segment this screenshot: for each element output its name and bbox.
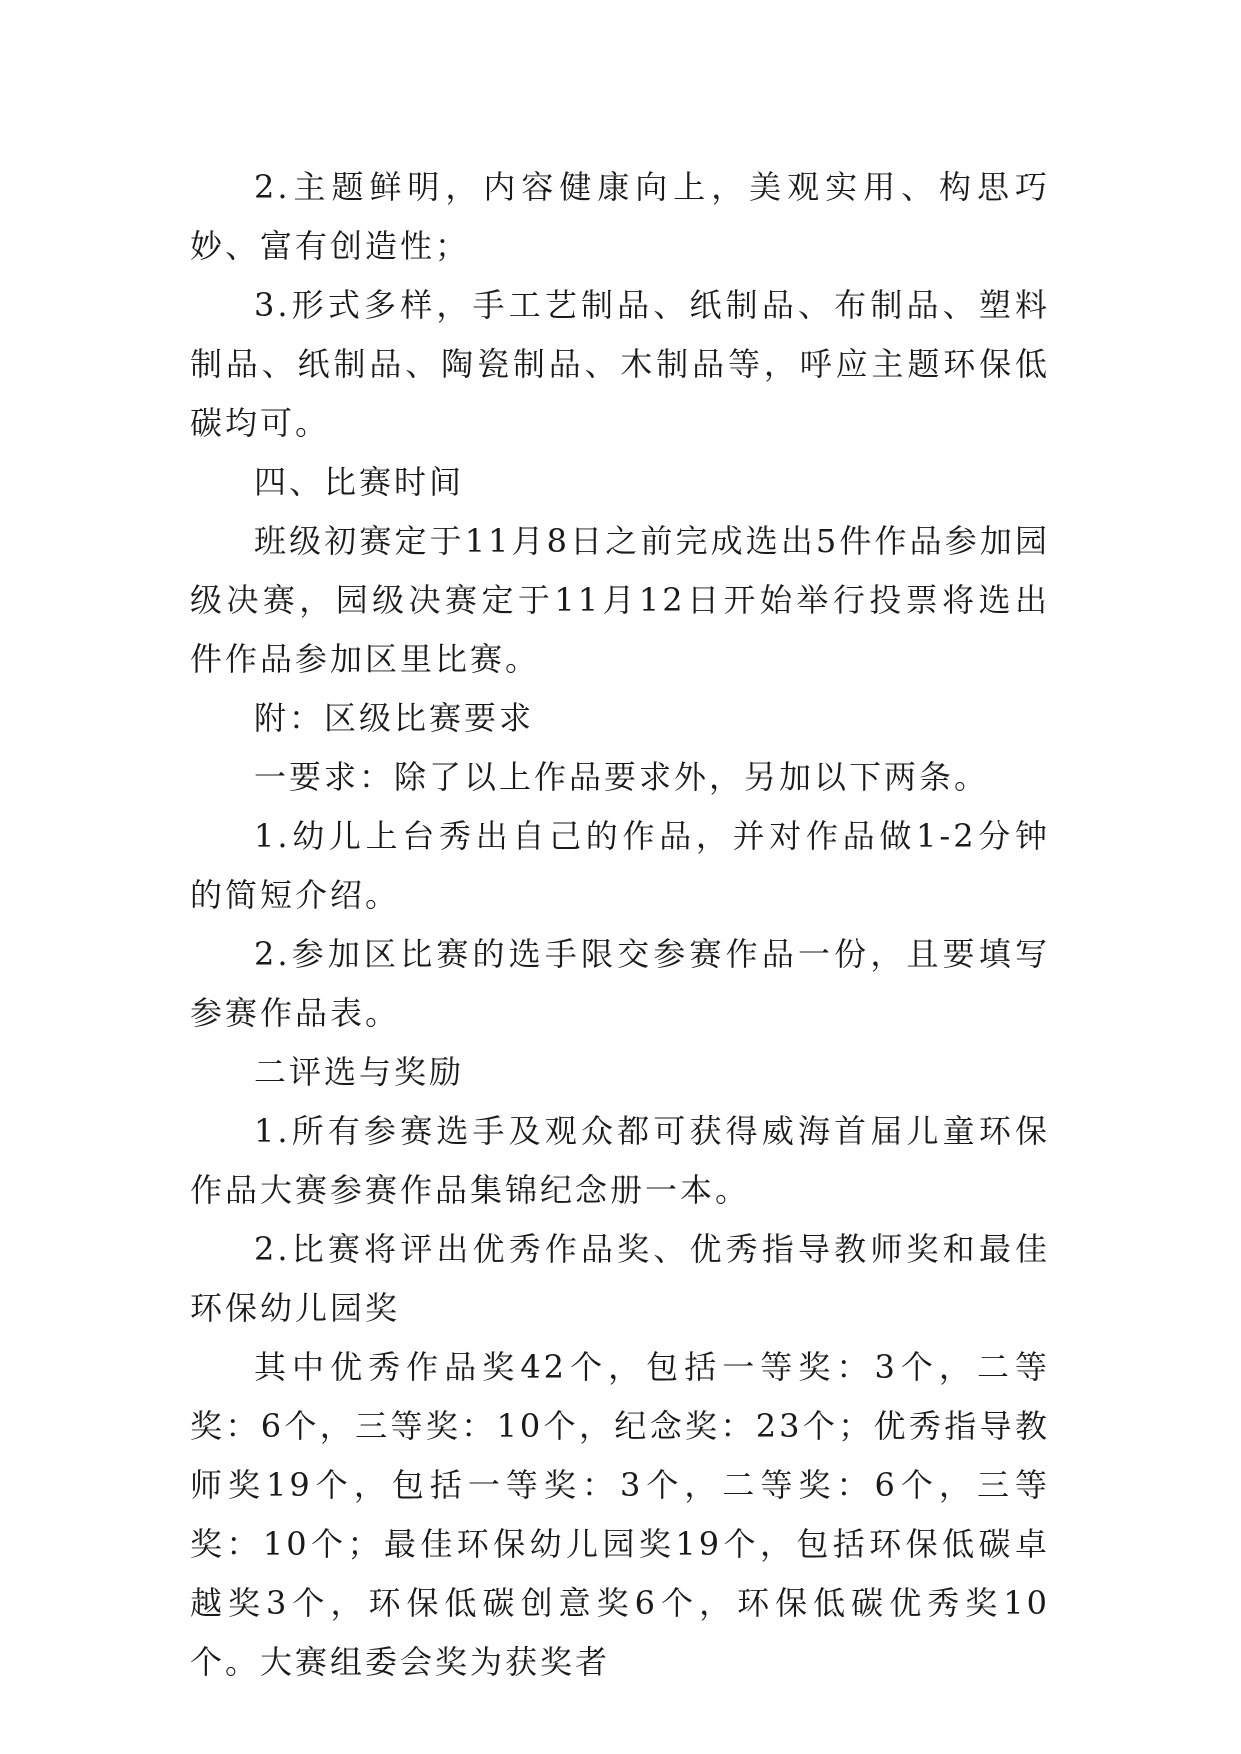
paragraph-competition-schedule: 班级初赛定于11月8日之前完成选出5件作品参加园级决赛，园级决赛定于11月12日开始举行投票将选出件作品参加区里比赛。 xyxy=(190,522,1050,678)
paragraph-requirement-2: 2.主题鲜明，内容健康向上，美观实用、构思巧妙、富有创造性； xyxy=(190,168,1050,265)
section-heading-selection-awards: 二评选与奖励 xyxy=(254,1053,465,1091)
section-heading-competition-time: 四、比赛时间 xyxy=(254,463,465,501)
paragraph-requirement-3: 3.形式多样，手工艺制品、纸制品、布制品、塑料制品、纸制品、陶瓷制品、木制品等，呼应主题环保低碳均可。 xyxy=(190,286,1050,442)
paragraph-award-details: 其中优秀作品奖42个，包括一等奖：3个，二等奖：6个，三等奖：10个，纪念奖：23个；优秀指导教师奖19个，包括一等奖：3个，二等奖：6个，三等奖：10个；最佳环保幼儿园奖19个，包括环保低碳卓越奖3个，环保低碳创意奖6个，环保低碳优秀奖10个。大赛组委会奖为获奖者 xyxy=(190,1348,1050,1681)
paragraph-district-requirement-2: 2.参加区比赛的选手限交参赛作品一份，且要填写参赛作品表。 xyxy=(190,935,1050,1032)
paragraph-extra-requirements: 一要求：除了以上作品要求外，另加以下两条。 xyxy=(254,758,990,796)
paragraph-district-requirement-1: 1.幼儿上台秀出自己的作品，并对作品做1-2分钟的简短介绍。 xyxy=(190,817,1050,914)
paragraph-award-2: 2.比赛将评出优秀作品奖、优秀指导教师奖和最佳环保幼儿园奖 xyxy=(190,1230,1050,1327)
paragraph-award-1: 1.所有参赛选手及观众都可获得威海首届儿童环保作品大赛参赛作品集锦纪念册一本。 xyxy=(190,1112,1050,1209)
document-body xyxy=(190,158,1050,1692)
appendix-heading: 附：区级比赛要求 xyxy=(254,699,535,737)
